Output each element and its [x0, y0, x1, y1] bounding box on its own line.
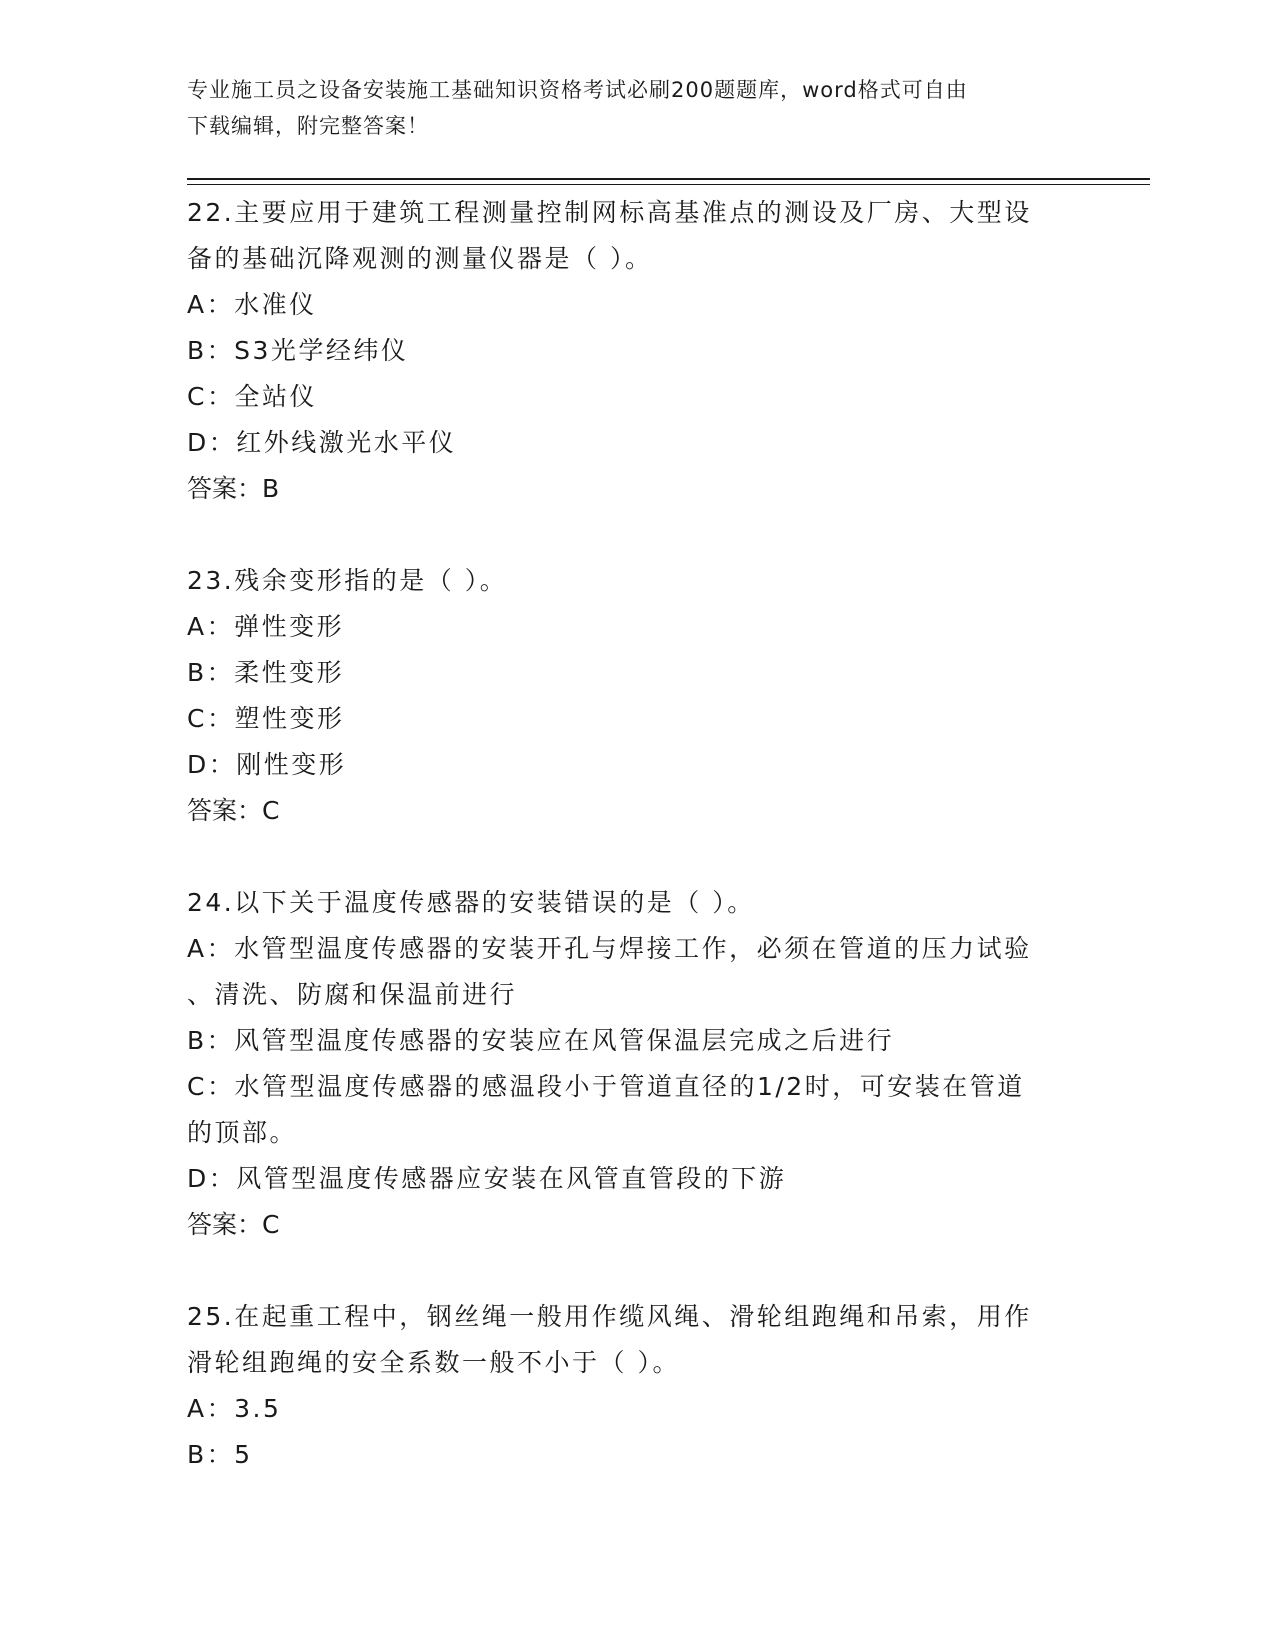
- header-divider-thick: [187, 178, 1150, 180]
- option-b: B：5: [187, 1440, 253, 1469]
- question-stem-line: 滑轮组跑绳的安全系数一般不小于（ ）。: [187, 1348, 680, 1377]
- option-b: B：柔性变形: [187, 658, 345, 687]
- question-list: [187, 190, 1087, 1478]
- question-stem-line: 25.在起重工程中，钢丝绳一般用作缆风绳、滑轮组跑绳和吊索，用作: [187, 1302, 1032, 1331]
- question-stem-line: 23.残余变形指的是（ ）。: [187, 566, 508, 595]
- option-a: A：水准仪: [187, 290, 317, 319]
- spacer: [187, 1248, 1087, 1294]
- spacer: [187, 512, 1087, 558]
- option-d: D：刚性变形: [187, 750, 347, 779]
- question-25: [187, 1294, 1087, 1478]
- document-header: [187, 72, 1087, 144]
- answer-line: 答案：C: [187, 1210, 280, 1239]
- spacer: [187, 834, 1087, 880]
- header-divider-thin: [187, 184, 1150, 185]
- answer-line: 答案：C: [187, 796, 280, 825]
- option-a: A：水管型温度传感器的安装开孔与焊接工作，必须在管道的压力试验: [187, 934, 1032, 963]
- option-b: B：风管型温度传感器的安装应在风管保温层完成之后进行: [187, 1026, 895, 1055]
- answer-line: 答案：B: [187, 474, 280, 503]
- header-line-1: 专业施工员之设备安装施工基础知识资格考试必刷200题题库，word格式可自由: [187, 78, 968, 102]
- question-24: [187, 880, 1087, 1248]
- option-a: A：弹性变形: [187, 612, 345, 641]
- question-stem-line: 备的基础沉降观测的测量仪器是（ ）。: [187, 244, 653, 273]
- option-c: C：塑性变形: [187, 704, 345, 733]
- header-line-2: 下载编辑，附完整答案！: [187, 114, 429, 138]
- option-c: C：水管型温度传感器的感温段小于管道直径的1/2时，可安装在管道: [187, 1072, 1025, 1101]
- option-c-continued: 的顶部。: [187, 1118, 298, 1147]
- option-c: C：全站仪: [187, 382, 317, 411]
- question-stem-line: 24.以下关于温度传感器的安装错误的是（ ）。: [187, 888, 755, 917]
- option-b: B：S3光学经纬仪: [187, 336, 409, 365]
- option-d: D：红外线激光水平仪: [187, 428, 457, 457]
- option-a: A：3.5: [187, 1394, 282, 1423]
- question-stem-line: 22.主要应用于建筑工程测量控制网标高基准点的测设及厂房、大型设: [187, 198, 1032, 227]
- option-a-continued: 、清洗、防腐和保温前进行: [187, 980, 518, 1009]
- question-22: [187, 190, 1087, 512]
- question-23: [187, 558, 1087, 834]
- option-d: D：风管型温度传感器应安装在风管直管段的下游: [187, 1164, 787, 1193]
